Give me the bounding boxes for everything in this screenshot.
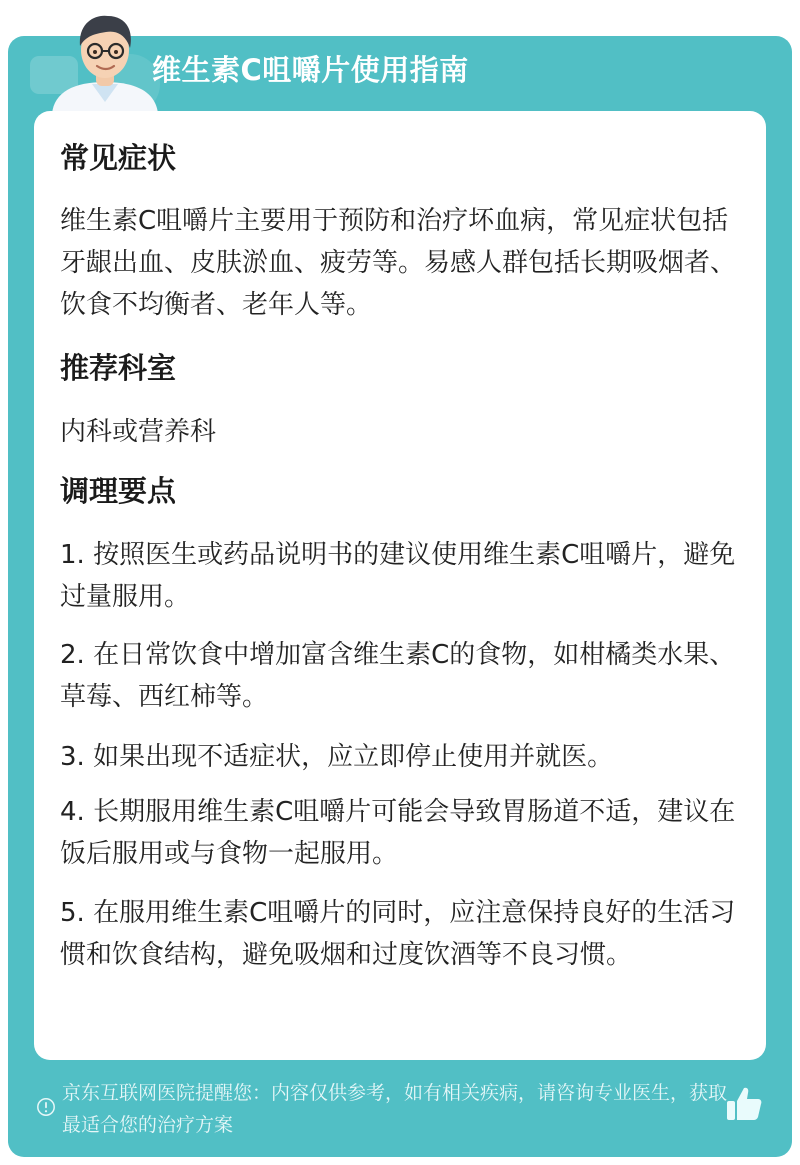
- care-item-3: 3. 如果出现不适症状，应立即停止使用并就医。: [60, 742, 614, 772]
- doctor-avatar: [40, 6, 170, 114]
- care-item-2: 2. 在日常饮食中增加富含维生素C的食物，如柑橘类水果、草莓、西红柿等。: [60, 640, 736, 712]
- section-title-symptoms: 常见症状: [60, 141, 177, 175]
- care-item-1: 1. 按照医生或药品说明书的建议使用维生素C咀嚼片，避免过量服用。: [60, 540, 736, 612]
- section-title-department: 推荐科室: [60, 351, 177, 385]
- section-title-care: 调理要点: [60, 474, 177, 508]
- symptoms-text: 维生素C咀嚼片主要用于预防和治疗坏血病，常见症状包括牙龈出血、皮肤淤血、疲劳等。易感人群包括长期吸烟者、饮食不均衡者、老年人等。: [60, 206, 737, 320]
- care-item-4: 4. 长期服用维生素C咀嚼片可能会导致胃肠道不适，建议在饭后服用或与食物一起服用。: [60, 797, 736, 869]
- page-title: 维生素C咀嚼片使用指南: [152, 53, 469, 87]
- footer-disclaimer: 京东互联网医院提醒您：内容仅供参考，如有相关疾病，请咨询专业医生，获取最适合您的治疗方案: [62, 1082, 728, 1136]
- thumbs-up-icon[interactable]: [724, 1084, 764, 1124]
- department-text: 内科或营养科: [60, 417, 217, 447]
- care-item-5: 5. 在服用维生素C咀嚼片的同时，应注意保持良好的生活习惯和饮食结构，避免吸烟和过度饮酒等不良习惯。: [60, 898, 736, 970]
- info-icon: [36, 1097, 56, 1117]
